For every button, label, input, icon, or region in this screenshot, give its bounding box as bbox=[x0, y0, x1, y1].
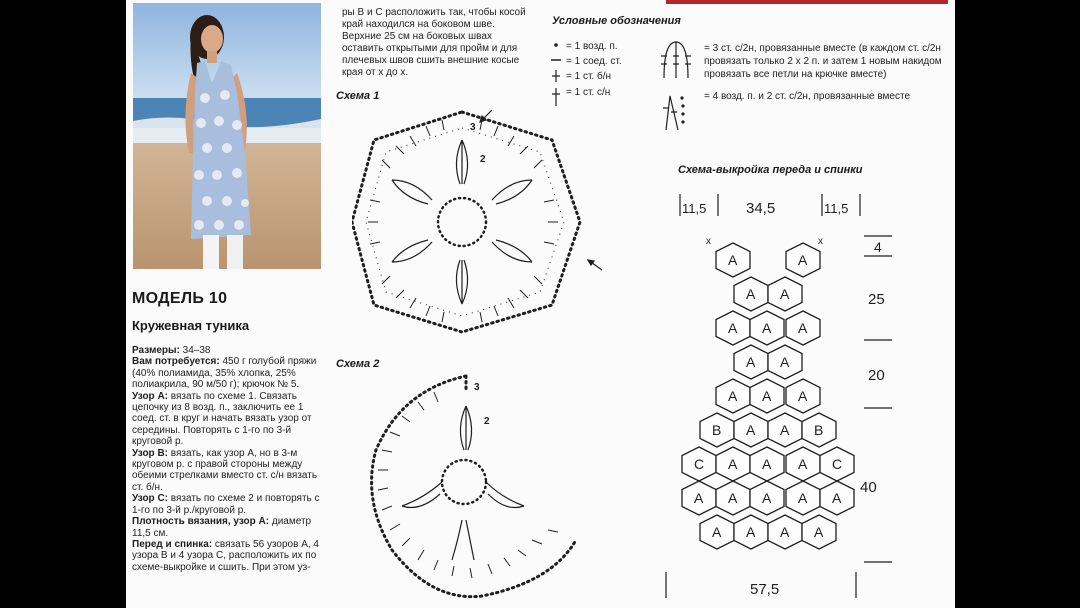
sizes-label: Размеры: bbox=[132, 345, 180, 356]
materials-label: Вам потребуется: bbox=[132, 356, 220, 368]
legend-item-chain: = 1 возд. п. bbox=[566, 41, 618, 52]
pattern-b-para bbox=[132, 448, 322, 494]
pattern-c-label: Узор С: bbox=[132, 493, 168, 505]
scheme-1-stitches bbox=[368, 120, 558, 322]
scheme-1-petals bbox=[392, 140, 532, 304]
dim-top-left: 11,5 bbox=[682, 201, 707, 216]
scheme-1-outer-ring bbox=[352, 112, 580, 332]
motif-a-label: A bbox=[712, 524, 722, 540]
pattern-layout-title: Схема-выкройка переда и спинки bbox=[678, 164, 863, 176]
motif-a-label: A bbox=[780, 354, 790, 370]
seam-x-mark: x bbox=[706, 236, 711, 247]
materials-value: 450 г голубой пряжи (40% полиамида, 35% хлопка, 25% полиакрила, 90 м/50 г); крючок № 5. bbox=[132, 356, 317, 391]
motif-a-label: A bbox=[798, 388, 808, 404]
scheme-2-center-ring bbox=[442, 460, 486, 504]
cluster-4ch-dots bbox=[680, 96, 684, 123]
model-subtitle: Кружевная туника bbox=[132, 318, 250, 333]
motif-a-label: A bbox=[814, 524, 824, 540]
motif-a-label: A bbox=[746, 422, 756, 438]
dim-top-right: 11,5 bbox=[824, 201, 849, 216]
pattern-c-para bbox=[132, 493, 322, 516]
motif-a-label: A bbox=[746, 524, 756, 540]
chain-stitch-icon bbox=[554, 43, 558, 47]
pattern-a-value: вязать по схеме 1. Связать цепочку из 8 возд. п., заключить ее 1 соед. ст. в круг и начать вязать узор от середины. Повторять с 1-го по 3-й круговой р. bbox=[132, 390, 312, 448]
scheme-2-label: Схема 2 bbox=[336, 358, 380, 370]
instructions-continued bbox=[342, 7, 534, 79]
dim-right-20: 20 bbox=[868, 367, 885, 384]
pattern-b-value: вязать, как узор А, но в 3-м круговом р. с правой стороны между обеими стрелками вместо ст. с/н вязать ст. б/н. bbox=[132, 447, 318, 493]
cluster-4ch-icon bbox=[663, 96, 678, 130]
instructions-left bbox=[132, 345, 322, 573]
instructions-continued-text: ры В и С расположить так, чтобы косой край находился на боковом шве. Верхние 25 см на боковых швах оставить открытыми для пройм и для плечевых швов сшить внешние косые края от х до х. bbox=[342, 7, 526, 78]
scheme-2-row-3: 3 bbox=[474, 382, 480, 393]
scheme-2-outer-ring bbox=[372, 376, 576, 597]
legend-cluster-symbols bbox=[658, 38, 698, 138]
scheme-1-diagram bbox=[352, 100, 612, 345]
dim-top-center: 34,5 bbox=[746, 200, 776, 217]
motif-a-label: A bbox=[728, 320, 738, 336]
legend-title: Условные обозначения bbox=[552, 15, 681, 27]
legend-item-slip: = 1 соед. ст. bbox=[566, 56, 622, 67]
density-value: диаметр 11,5 см. bbox=[132, 516, 312, 539]
motif-b-label: B bbox=[814, 422, 824, 438]
scheme-1-label: Схема 1 bbox=[336, 90, 380, 102]
magazine-page bbox=[126, 0, 955, 608]
pattern-layout-diagram bbox=[652, 182, 952, 608]
pattern-b-label: Узор В: bbox=[132, 447, 168, 459]
motif-a-label: A bbox=[728, 388, 738, 404]
motif-a-label: A bbox=[780, 524, 790, 540]
scheme-2-stitches bbox=[378, 392, 558, 578]
legend-item-dc: = 1 ст. с/н bbox=[566, 87, 611, 98]
motif-a-label: A bbox=[746, 354, 756, 370]
scheme-2-row-2: 2 bbox=[484, 416, 490, 427]
motif-c-label: C bbox=[694, 456, 705, 472]
scheme-1-arrows bbox=[480, 110, 602, 270]
motif-a-label: A bbox=[762, 490, 772, 506]
dim-right-4: 4 bbox=[874, 239, 882, 255]
scheme-1-center-ring bbox=[438, 198, 486, 246]
motif-a-label: A bbox=[762, 320, 772, 336]
motif-a-label: A bbox=[798, 456, 808, 472]
motif-a-label: A bbox=[762, 456, 772, 472]
single-crochet-icon bbox=[552, 70, 560, 82]
cluster-3-icon bbox=[661, 42, 691, 78]
sizes-para bbox=[132, 345, 322, 356]
model-photo bbox=[133, 3, 321, 269]
scheme-2-diagram bbox=[362, 370, 592, 605]
motif-a-label: A bbox=[780, 286, 790, 302]
materials-para bbox=[132, 356, 322, 390]
scheme-1-row-3: 3 bbox=[470, 122, 476, 133]
motif-a-label: A bbox=[832, 490, 842, 506]
pattern-a-para bbox=[132, 391, 322, 448]
double-crochet-icon bbox=[552, 88, 560, 106]
legend-item-sc: = 1 ст. б/н bbox=[566, 71, 612, 82]
motif-a-label: A bbox=[694, 490, 704, 506]
legend-item-cluster3: = 3 ст. с/2н, провязанные вместе (в каждом ст. с/2н провязать только 2 х 2 п. и затем 1 новым накидом провязать все петли на крючке вместе) bbox=[704, 43, 942, 80]
dim-bottom: 57,5 bbox=[750, 581, 780, 598]
seam-x-mark: x bbox=[818, 236, 823, 247]
motif-grid bbox=[682, 236, 854, 549]
right-dimension-lines bbox=[864, 236, 892, 562]
density-label: Плотность вязания, узор А: bbox=[132, 516, 270, 528]
motif-b-label: B bbox=[712, 422, 722, 438]
scheme-2-petals bbox=[402, 406, 524, 560]
front-back-para bbox=[132, 539, 322, 573]
pattern-a-label: Узор А: bbox=[132, 390, 168, 402]
scheme-1-row-2: 2 bbox=[480, 154, 486, 165]
dim-right-40: 40 bbox=[860, 479, 877, 496]
front-back-label: Перед и спинка: bbox=[132, 538, 213, 550]
pattern-c-value: вязать по схеме 2 и повторять с 1-го по 3-й р./круговой р. bbox=[132, 493, 320, 516]
motif-a-label: A bbox=[780, 422, 790, 438]
legend-clusters bbox=[704, 42, 944, 103]
legend-item-cluster4: = 4 возд. п. и 2 ст. с/2н, провязанные вместе bbox=[704, 91, 911, 102]
motif-a-label: A bbox=[798, 490, 808, 506]
motif-a-label: A bbox=[746, 286, 756, 302]
model-title: МОДЕЛЬ 10 bbox=[132, 290, 228, 307]
motif-a-label: A bbox=[798, 320, 808, 336]
front-back-value: связать 56 узоров А, 4 узора В и 4 узора С, расположить их по схеме-выкройке и сшить. При этом уз- bbox=[132, 538, 319, 573]
motif-a-label: A bbox=[798, 252, 808, 268]
motif-a-label: A bbox=[728, 252, 738, 268]
motif-c-label: C bbox=[832, 456, 843, 472]
header-accent-bar bbox=[666, 0, 948, 4]
dim-right-25: 25 bbox=[868, 291, 885, 308]
motif-a-label: A bbox=[728, 490, 738, 506]
motif-a-label: A bbox=[728, 456, 738, 472]
density-para bbox=[132, 516, 322, 539]
sizes-value: 34–38 bbox=[179, 345, 211, 356]
motif-a-label: A bbox=[762, 388, 772, 404]
